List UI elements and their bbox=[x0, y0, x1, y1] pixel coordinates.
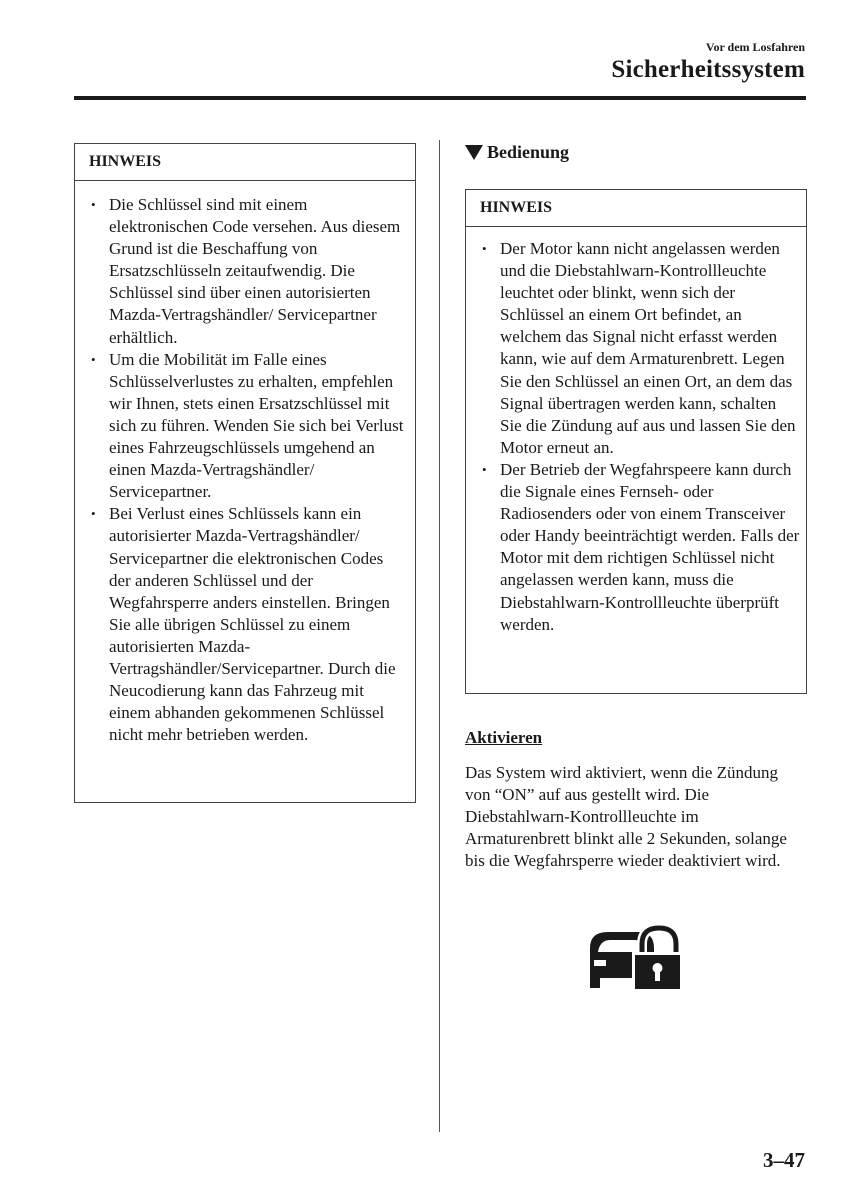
page-title: Sicherheitssystem bbox=[611, 56, 805, 83]
note-item: • Der Betrieb der Wegfahrspeere kann durch die Signale eines Fernseh- oder Radiosenders oder von einem Transceiver oder Handy beeinträchtigt werden. Falls der Motor mit dem richtigen Schlüssel nicht angelassen werden kann, muss die Diebstahlwarn-Kontrollleuchte überprüft werden. bbox=[480, 459, 800, 636]
note-item: • Die Schlüssel sind mit einem elektronischen Code versehen. Aus diesem Grund ist die Beschaffung von Ersatzschlüsseln zeitaufwendig. Die Schlüssel sind über einen autorisierten Mazda-Vertragshändler/ Servicepartner erhältlich. bbox=[89, 194, 409, 349]
note-item: • Der Motor kann nicht angelassen werden und die Diebstahlwarn-Kontrollleuchte leuchtet oder blinkt, wenn sich der Schlüssel an einem Ort befindet, an welchem das Signal nicht erfasst werden kann, wie auf dem Armaturenbrett. Legen Sie den Schlüssel an einen Ort, an dem das Signal übertragen werden kann, schalten Sie die Zündung auf aus und lassen Sie den Motor erneut an. bbox=[480, 238, 800, 459]
page-number: 3–47 bbox=[763, 1148, 805, 1172]
section-title bbox=[465, 142, 569, 163]
subsection-title: Aktivieren bbox=[465, 728, 543, 747]
section-title-text: Bedienung bbox=[487, 142, 570, 162]
chapter-title: Vor dem Losfahren bbox=[705, 40, 805, 54]
note-item: • Um die Mobilität im Falle eines Schlüsselverlustes zu erhalten, empfehlen wir Ihnen, stets einen Ersatzschlüssel mit sich zu führen. Wenden Sie sich bei Verlust eines Fahrzeugschlüssels umgehend an einen Mazda-Vertragshändler/ Servicepartner. bbox=[89, 349, 409, 504]
note-box-left bbox=[74, 143, 416, 803]
note-list bbox=[75, 181, 415, 754]
car-with-padlock-icon bbox=[588, 924, 682, 990]
triangle-down-icon bbox=[465, 145, 483, 160]
column-divider bbox=[439, 140, 440, 1132]
note-heading: HINWEIS bbox=[466, 190, 806, 227]
body-paragraph: Das System wird aktiviert, wenn die Zündung von “ON” auf aus gestellt wird. Die Diebstahlwarn-Kontrollleuchte im Armaturenbrett blinkt alle 2 Sekunden, solange bis die Wegfahrsperre wieder deaktiviert wird. bbox=[465, 763, 787, 871]
header-rule bbox=[74, 96, 806, 100]
note-item: • Bei Verlust eines Schlüssels kann ein autorisierter Mazda-Vertragshändler/ Servicepartner die elektronischen Codes der anderen Schlüssel und der Wegfahrsperre anders einstellen. Bringen Sie alle übrigen Schlüssel zu einem autorisierten Mazda-Vertragshändler/Servicepartner. Durch die Neucodierung kann das Fahrzeug mit einem abhanden gekommenen Schlüssel nicht mehr betrieben werden. bbox=[89, 503, 409, 746]
note-list bbox=[466, 227, 806, 644]
note-box-right bbox=[465, 189, 807, 694]
note-heading: HINWEIS bbox=[75, 144, 415, 181]
